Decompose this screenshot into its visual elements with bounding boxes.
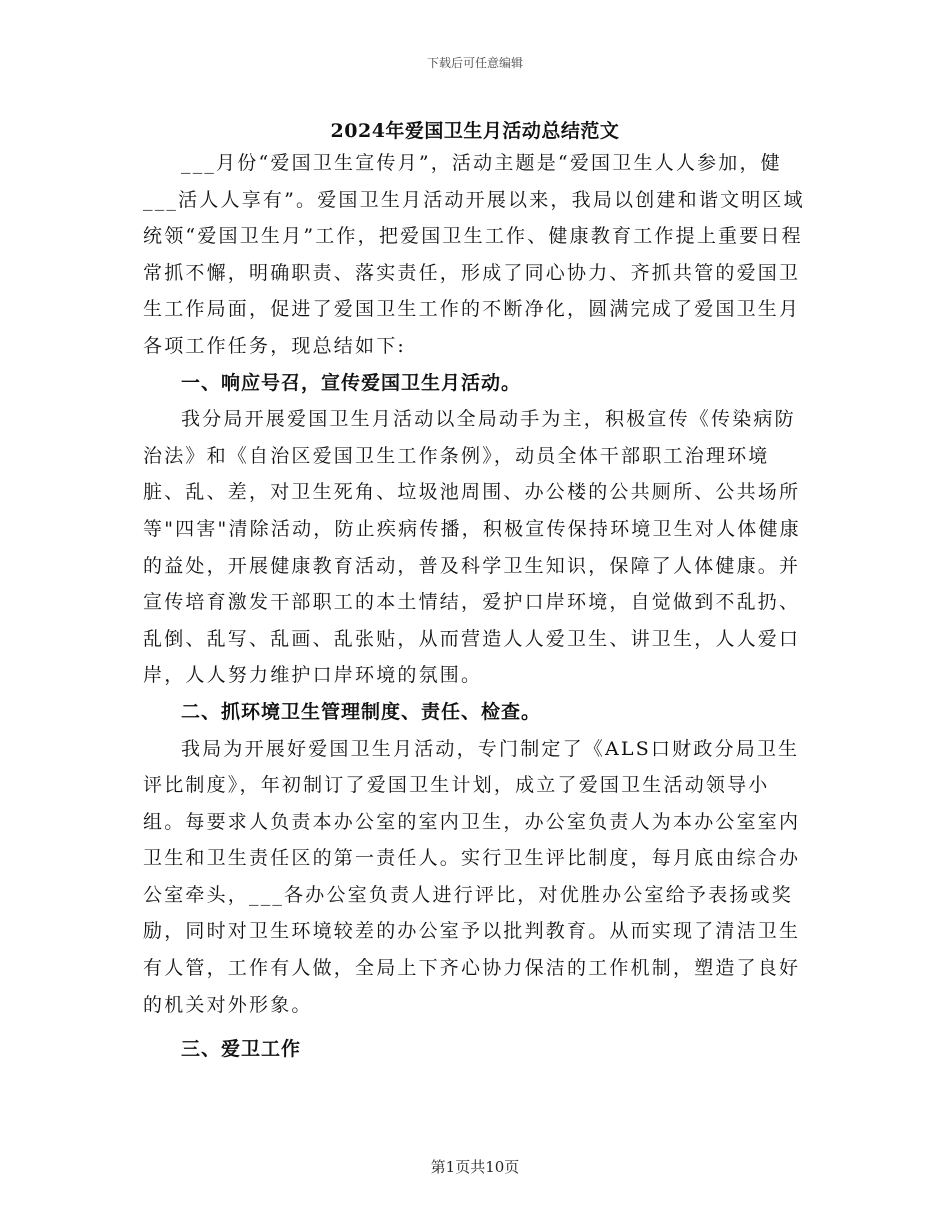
page-header-note: 下载后可任意编辑 (426, 56, 523, 70)
section-1-paragraph: 我分局开展爱国卫生月活动以全局动手为主，积极宣传《传染病防治法》和《自治区爱国卫生工作条例》，动员全体干部职工治理环境脏、乱、差，对卫生死角、垃圾池周围、办公楼的公共厕所、公共场所等"四害"清除活动，防止疾病传播，积极宣传保持环境卫生对人体健康的益处，开展健康教育活动，普及科学卫生知识，保障了人体健康。并宣传培育激发干部职工的本土情结，爱护口岸环境，自觉做到不乱扔、乱倒、乱写、乱画、乱张贴，从而营造人人爱卫生、讲卫生，人人爱口岸，人人努力维护口岸环境的氛围。 (143, 408, 801, 687)
document-body (143, 145, 809, 1068)
section-1-heading: 一、响应号召，宣传爱国卫生月活动。 (181, 371, 522, 394)
section-2-heading: 二、抓环境卫生管理制度、责任、检查。 (181, 700, 542, 723)
intro-paragraph: ___月份“爱国卫生宣传月”，活动主题是“爱国卫生人人参加，健___活人人享有”。爱国卫生月活动开展以来，我局以创建和谐文明区域统领“爱国卫生月”工作，把爱国卫生工作、健康教育工作提上重要日程常抓不懈，明确职责、落实责任，形成了同心协力、齐抓共管的爱国卫生工作局面，促进了爱国卫生工作的不断净化，圆满完成了爱国卫生月各项工作任务，现总结如下: (143, 152, 805, 357)
section-3-heading: 三、爱卫工作 (181, 1038, 302, 1061)
document-title: 2024年爱国卫生月活动总结范文 (330, 120, 620, 142)
section-2-paragraph: 我局为开展好爱国卫生月活动，专门制定了《ALS口财政分局卫生评比制度》，年初制订了爱国卫生计划，成立了爱国卫生活动领导小组。每要求人负责本办公室的室内卫生，办公室负责人为本办公室室内卫生和卫生责任区的第一责任人。实行卫生评比制度，每月底由综合办公室牵头，___各办公室负责人进行评比，对优胜办公室给予表扬或奖励，同时对卫生环境较差的办公室予以批判教育。从而实现了清洁卫生有人管，工作有人做，全局上下齐心协力保洁的工作机制，塑造了良好的机关对外形象。 (143, 737, 801, 1016)
page-footer: 第1页共10页 (430, 1158, 520, 1176)
